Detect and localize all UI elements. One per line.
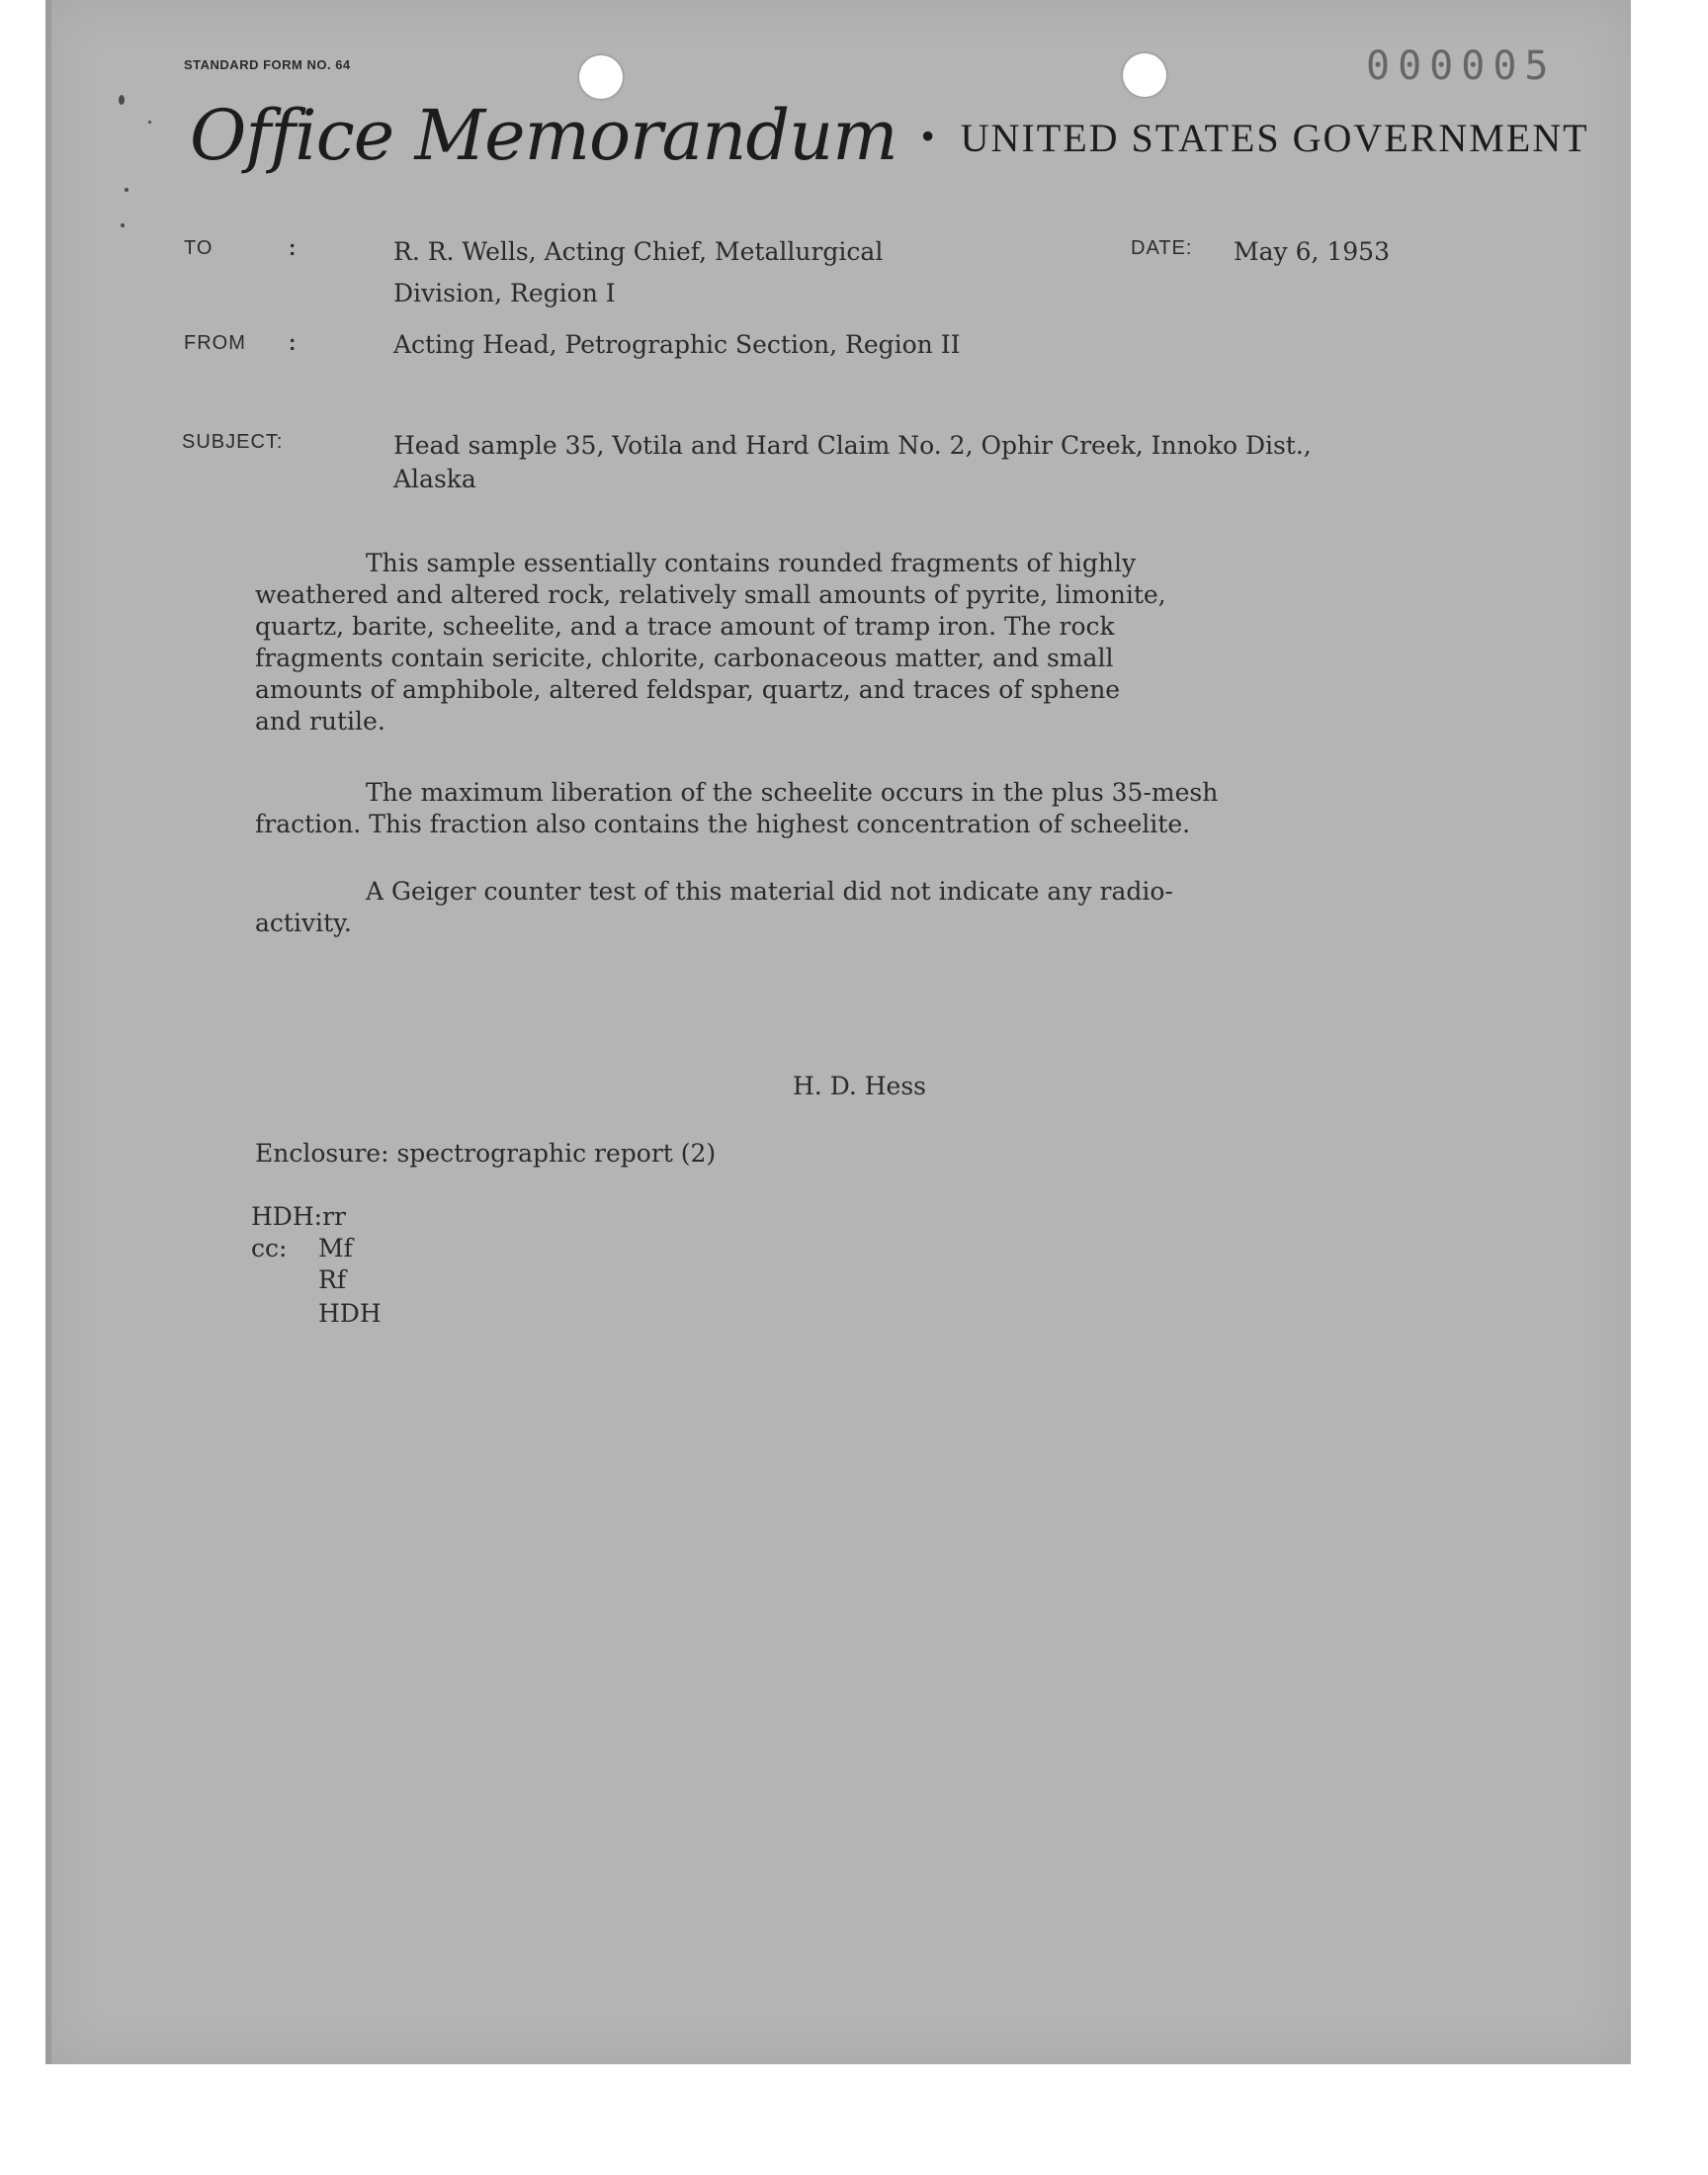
cc-recipient: HDH bbox=[318, 1299, 382, 1328]
from-label: FROM bbox=[184, 332, 246, 354]
body-line: activity. bbox=[255, 909, 352, 937]
body-line: The maximum liberation of the scheelite occurs in the plus 35-mesh bbox=[366, 778, 1219, 807]
title-united-states-government: UNITED STATES GOVERNMENT bbox=[960, 116, 1589, 160]
punch-hole-right bbox=[1123, 53, 1166, 97]
from-value: Acting Head, Petrographic Section, Region II bbox=[393, 330, 961, 359]
form-number: STANDARD FORM NO. 64 bbox=[184, 57, 351, 72]
scan-speck bbox=[119, 95, 125, 105]
signature-name: H. D. Hess bbox=[793, 1072, 926, 1100]
title-office-memorandum: Office Memorandum bbox=[190, 95, 897, 176]
cc-label: cc: bbox=[251, 1234, 288, 1262]
cc-recipient: Mf bbox=[318, 1234, 353, 1262]
subject-line2: Alaska bbox=[393, 465, 476, 493]
body-line: quartz, barite, scheelite, and a trace amount of tramp iron. The rock bbox=[255, 612, 1115, 641]
to-recipient-line1: R. R. Wells, Acting Chief, Metallurgical bbox=[393, 237, 884, 266]
body-paragraph-3 bbox=[255, 876, 1173, 939]
body-line: A Geiger counter test of this material did not indicate any radio- bbox=[366, 877, 1173, 906]
document-number: 000005 bbox=[1366, 44, 1557, 89]
subject-label: SUBJECT: bbox=[182, 431, 284, 453]
title-bullet: • bbox=[920, 114, 935, 158]
punch-hole-left bbox=[579, 55, 623, 99]
enclosure-line: Enclosure: spectrographic report (2) bbox=[255, 1139, 717, 1168]
body-paragraph-2 bbox=[255, 777, 1218, 840]
body-line: and rutile. bbox=[255, 707, 385, 736]
body-line: fragments contain sericite, chlorite, carbonaceous matter, and small bbox=[255, 644, 1114, 672]
date-value: May 6, 1953 bbox=[1234, 237, 1390, 266]
subject-line1: Head sample 35, Votila and Hard Claim No. 2, Ophir Creek, Innoko Dist., bbox=[393, 431, 1312, 460]
body-line: weathered and altered rock, relatively small amounts of pyrite, limonite, bbox=[255, 580, 1166, 609]
body-line: amounts of amphibole, altered feldspar, quartz, and traces of sphene bbox=[255, 675, 1121, 704]
to-label: TO bbox=[184, 237, 214, 259]
scan-speck bbox=[148, 121, 151, 124]
to-recipient-line2: Division, Region I bbox=[393, 279, 616, 307]
from-colon: : bbox=[289, 330, 297, 355]
body-line: This sample essentially contains rounded fragments of highly bbox=[366, 549, 1137, 577]
memo-page bbox=[45, 0, 1631, 2064]
to-colon: : bbox=[289, 235, 297, 260]
scan-edge-shadow bbox=[45, 0, 51, 2064]
scan-speck bbox=[121, 223, 125, 227]
date-label: DATE: bbox=[1131, 237, 1193, 259]
memo-title bbox=[190, 95, 1589, 176]
scan-speck bbox=[125, 188, 128, 192]
reference-initials: HDH:rr bbox=[251, 1202, 346, 1231]
body-line: fraction. This fraction also contains the highest concentration of scheelite. bbox=[255, 810, 1191, 838]
cc-recipient: Rf bbox=[318, 1265, 347, 1294]
body-paragraph-1 bbox=[255, 548, 1166, 738]
